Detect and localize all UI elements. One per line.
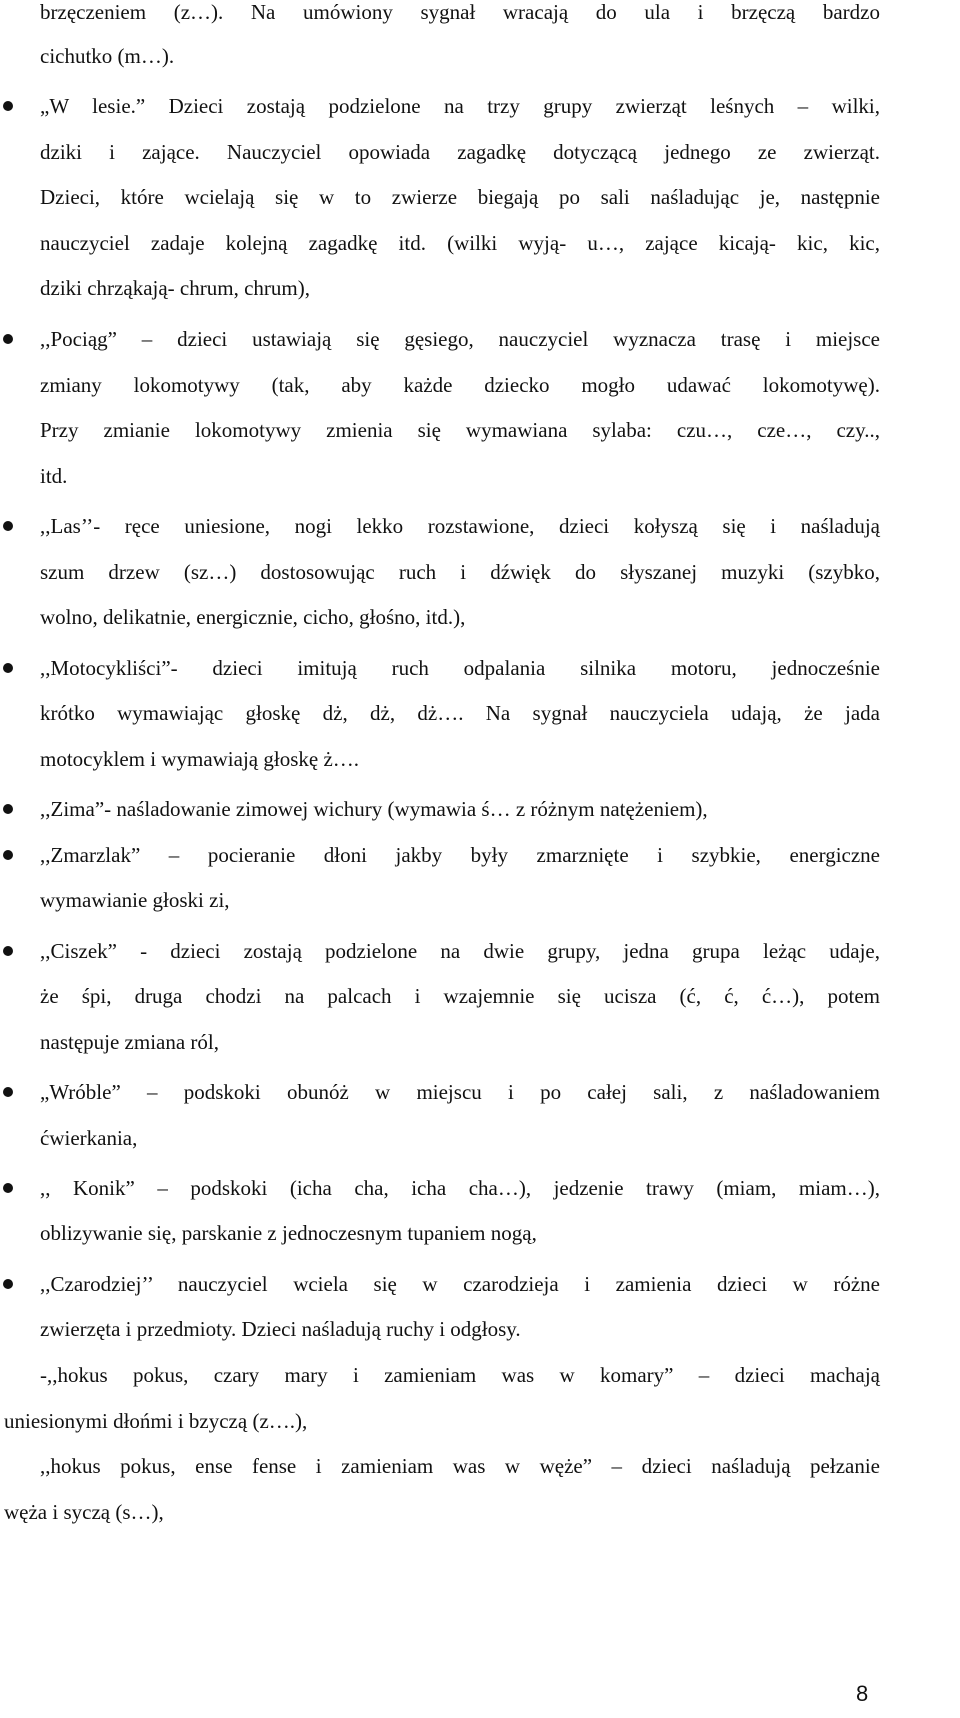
list-item-line: wolno, delikatnie, energicznie, cicho, głośno, itd.),: [40, 605, 466, 629]
text-line: ,,hokus pokus, ense fense i zamieniam was w węże” – dzieci naśladują pełzanie: [40, 1454, 880, 1478]
text-line: brzęczeniem (z…). Na umówiony sygnał wracają do ula i brzęczą bardzo: [40, 0, 880, 24]
list-item-line: „W lesie.” Dzieci zostają podzielone na trzy grupy zwierząt leśnych – wilki,: [40, 94, 880, 118]
bullet-icon: [3, 521, 13, 531]
bullet-icon: [3, 663, 13, 673]
list-item-line: itd.: [40, 464, 68, 488]
list-item-line: wymawianie głoski zi,: [40, 888, 230, 912]
bullet-icon: [3, 101, 13, 111]
list-item-line: ,, Konik” – podskoki (icha cha, icha cha…), jedzenie trawy (miam, miam…),: [40, 1176, 880, 1200]
bullet-icon: [3, 1183, 13, 1193]
text-line: -,,hokus pokus, czary mary i zamieniam was w komary” – dzieci machają: [40, 1363, 880, 1387]
bullet-icon: [3, 946, 13, 956]
list-item-line: dziki i zające. Nauczyciel opowiada zagadkę dotyczącą jednego ze zwierząt.: [40, 140, 880, 164]
list-item-line: ,,Czarodziej’’ nauczyciel wciela się w czarodzieja i zamienia dzieci w różne: [40, 1272, 880, 1296]
bullet-icon: [3, 1087, 13, 1097]
list-item-line: że śpi, druga chodzi na palcach i wzajemnie się ucisza (ć, ć, ć…), potem: [40, 984, 880, 1008]
list-item-line: ,,Ciszek” - dzieci zostają podzielone na dwie grupy, jedna grupa leżąc udaje,: [40, 939, 880, 963]
list-item-line: zwierzęta i przedmioty. Dzieci naśladują ruchy i odgłosy.: [40, 1317, 521, 1341]
text-line: cichutko (m…).: [40, 44, 175, 68]
bullet-icon: [3, 1279, 13, 1289]
text-line: uniesionymi dłońmi i bzyczą (z….),: [4, 1409, 308, 1433]
list-item-line: dziki chrząkają- chrum, chrum),: [40, 276, 310, 300]
list-item-line: ,,Las’’- ręce uniesione, nogi lekko rozstawione, dzieci kołyszą się i naśladują: [40, 514, 880, 538]
list-item-line: „Wróble” – podskoki obunóż w miejscu i po całej sali, z naśladowaniem: [40, 1080, 880, 1104]
list-item-line: Przy zmianie lokomotywy zmienia się wymawiana sylaba: czu…, cze…, czy..,: [40, 418, 880, 442]
list-item-line: ,,Motocykliści”- dzieci imitują ruch odpalania silnika motoru, jednocześnie: [40, 656, 880, 680]
list-item-line: motocyklem i wymawiają głoskę ż….: [40, 747, 360, 771]
list-item-line: ,,Pociąg” – dzieci ustawiają się gęsiego, nauczyciel wyznacza trasę i miejsce: [40, 327, 880, 351]
list-item-line: ćwierkania,: [40, 1126, 138, 1150]
page-number: 8: [856, 1681, 869, 1706]
list-item-line: szum drzew (sz…) dostosowując ruch i dźwięk do słyszanej muzyki (szybko,: [40, 560, 880, 584]
bullet-icon: [3, 804, 13, 814]
list-item-line: ,,Zima”- naśladowanie zimowej wichury (wymawia ś… z różnym natężeniem),: [40, 797, 708, 821]
list-item-line: krótko wymawiając głoskę dż, dż, dż…. Na sygnał nauczyciela udają, że jada: [40, 701, 880, 725]
list-item-line: Dzieci, które wcielają się w to zwierze biegają po sali naśladując je, następnie: [40, 185, 880, 209]
list-item-line: nauczyciel zadaje kolejną zagadkę itd. (wilki wyją- u…, zające kicają- kic, kic,: [40, 231, 880, 255]
list-item-line: ,,Zmarzlak” – pocieranie dłoni jakby były zmarznięte i szybkie, energiczne: [40, 843, 880, 867]
list-item-line: zmiany lokomotywy (tak, aby każde dziecko mogło udawać lokomotywę).: [40, 373, 880, 397]
list-item-line: następuje zmiana ról,: [40, 1030, 220, 1054]
list-item-line: oblizywanie się, parskanie z jednoczesnym tupaniem nogą,: [40, 1221, 537, 1245]
bullet-icon: [3, 850, 13, 860]
text-line: węża i syczą (s…),: [4, 1500, 164, 1524]
bullet-icon: [3, 334, 13, 344]
